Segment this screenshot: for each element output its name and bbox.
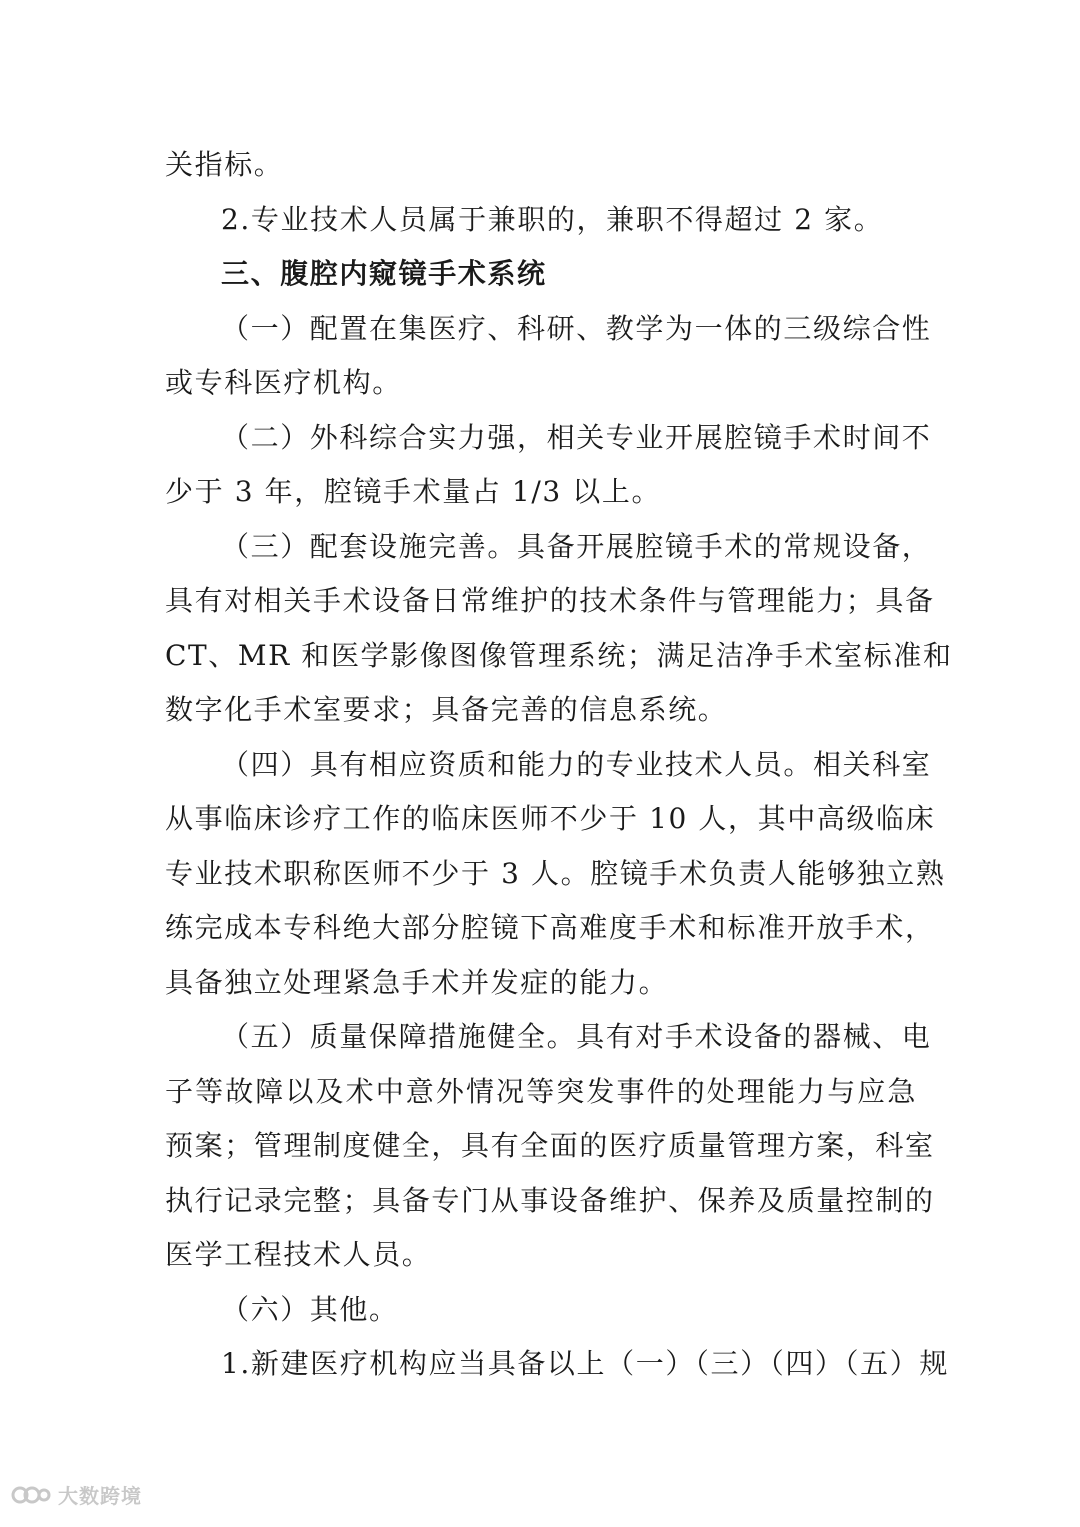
brand-logo-icon <box>10 1484 52 1506</box>
text-line-10: CT、MR 和医学影像图像管理系统；满足洁净手术室标准和 <box>165 638 953 672</box>
text-line-22: （六）其他。 <box>221 1292 399 1326</box>
text-line-23: 1.新建医疗机构应当具备以上（一）（三）（四）（五）规 <box>221 1347 949 1380</box>
text-line-15: 练完成本专科绝大部分腔镜下高难度手术和标准开放手术， <box>165 911 935 944</box>
watermark-text: 大数跨境 <box>58 1484 142 1508</box>
text-line-6: （二）外科综合实力强，相关专业开展腔镜手术时间不 <box>221 420 932 454</box>
text-line-11: 数字化手术室要求；具备完善的信息系统。 <box>165 693 728 726</box>
text-line-4: （一）配置在集医疗、科研、教学为一体的三级综合性 <box>221 311 932 345</box>
text-line-9: 具有对相关手术设备日常维护的技术条件与管理能力；具备 <box>165 584 935 617</box>
text-line-1: 关指标。 <box>165 148 284 181</box>
text-line-20: 执行记录完整；具备专门从事设备维护、保养及质量控制的 <box>165 1183 935 1217</box>
text-line-18: 子等故障以及术中意外情况等突发事件的处理能力与应急 <box>165 1074 917 1108</box>
document-page <box>165 138 953 1392</box>
text-line-13: 从事临床诊疗工作的临床医师不少于 10 人，其中高级临床 <box>165 802 936 835</box>
text-line-14: 专业技术职称医师不少于 3 人。腔镜手术负责人能够独立熟 <box>165 856 946 890</box>
text-line-19: 预案；管理制度健全，具有全面的医疗质量管理方案，科室 <box>165 1129 935 1162</box>
text-line-16: 具备独立处理紧急手术并发症的能力。 <box>165 965 669 999</box>
watermark <box>10 1480 142 1509</box>
text-line-21: 医学工程技术人员。 <box>165 1238 432 1271</box>
text-line-8: （三）配套设施完善。具备开展腔镜手术的常规设备， <box>221 529 932 563</box>
text-line-7: 少于 3 年，腔镜手术量占 1/3 以上。 <box>165 475 662 508</box>
text-line-17: （五）质量保障措施健全。具有对手术设备的器械、电 <box>221 1020 932 1053</box>
section-heading: 三、腹腔内窥镜手术系统 <box>221 257 547 290</box>
text-line-2: 2.专业技术人员属于兼职的，兼职不得超过 2 家。 <box>221 202 884 236</box>
text-line-12: （四）具有相应资质和能力的专业技术人员。相关科室 <box>221 747 932 781</box>
text-line-5: 或专科医疗机构。 <box>165 366 402 399</box>
